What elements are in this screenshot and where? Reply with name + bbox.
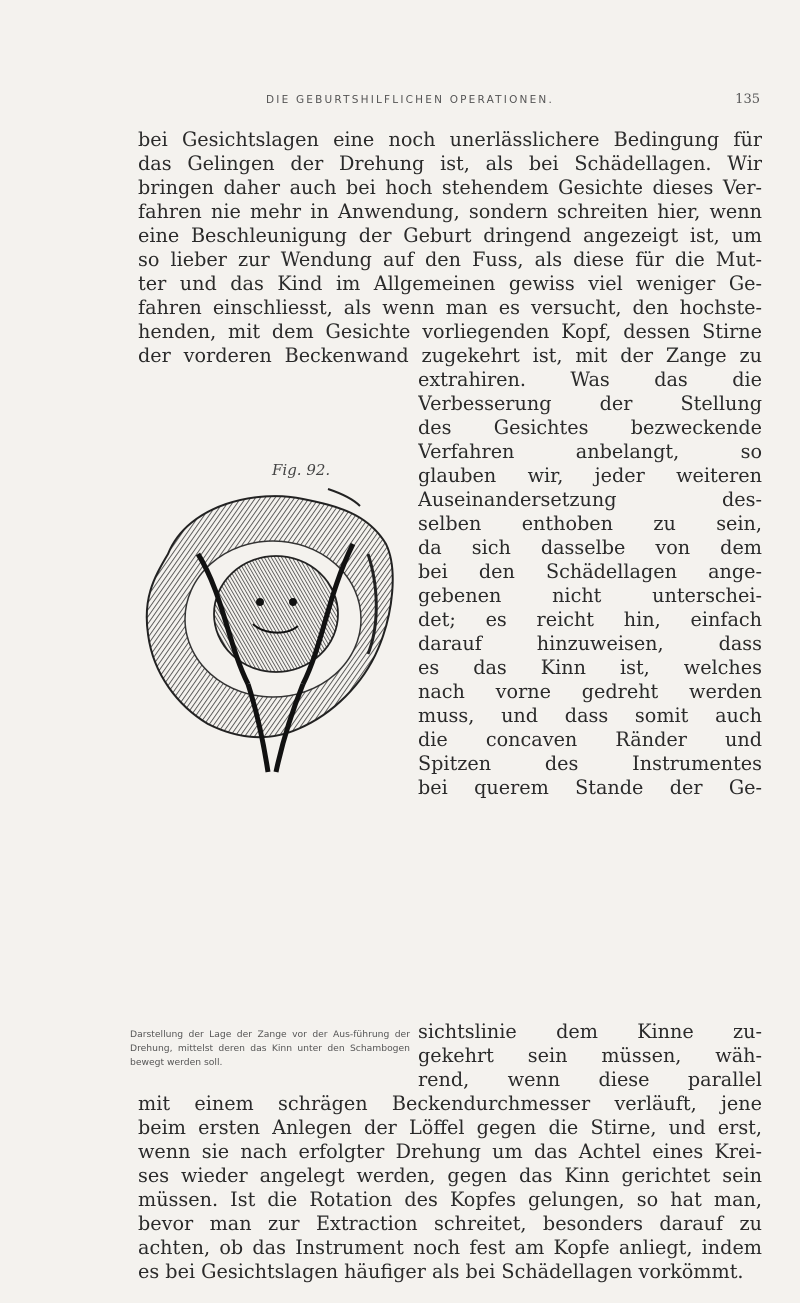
text-line: nach vorne gedreht werden bbox=[418, 680, 762, 703]
text-line: eine Beschleunigung der Geburt dringend angezeigt ist, um bbox=[138, 224, 762, 247]
text-line: fahren nie mehr in Anwendung, sondern schreiten hier, wenn bbox=[138, 200, 762, 223]
text-line: bei Gesichtslagen eine noch unerlässlichere Bedingung für bbox=[138, 128, 762, 151]
text-line: die concaven Ränder und bbox=[418, 728, 762, 751]
text-line: gekehrt sein müssen, wäh- bbox=[418, 1044, 762, 1067]
text-line: müssen. Ist die Rotation des Kopfes gelungen, so hat man, bbox=[138, 1188, 762, 1211]
text-line: der vorderen Beckenwand zugekehrt ist, mit der Zange zu bbox=[138, 344, 762, 367]
text-line: Auseinandersetzung des- bbox=[418, 488, 762, 511]
text-line: bevor man zur Extraction schreitet, besonders darauf zu bbox=[138, 1212, 762, 1235]
text-line: fahren einschliesst, als wenn man es versucht, den hochste- bbox=[138, 296, 762, 319]
text-line: Verfahren anbelangt, so bbox=[418, 440, 762, 463]
text-line: selben enthoben zu sein, bbox=[418, 512, 762, 535]
text-line: bringen daher auch bei hoch stehendem Gesichte dieses Ver- bbox=[138, 176, 762, 199]
text-line: des Gesichtes bezweckende bbox=[418, 416, 762, 439]
text-line: so lieber zur Wendung auf den Fuss, als diese für die Mut- bbox=[138, 248, 762, 271]
figure-caption: Darstellung der Lage der Zange vor der Aus-führung der Drehung, mittelst deren das Kinn unter den Schambogen bewegt werden soll. bbox=[130, 1029, 410, 1068]
text-line: gebenen nicht unterschei- bbox=[418, 584, 762, 607]
text-line: Spitzen des Instrumentes bbox=[418, 752, 762, 775]
text-line: wenn sie nach erfolgter Drehung um das Achtel eines Krei- bbox=[138, 1140, 762, 1163]
text-line: mit einem schrägen Beckendurchmesser verläuft, jene bbox=[138, 1092, 762, 1115]
text-line: ses wieder angelegt werden, gegen das Kinn gerichtet sein bbox=[138, 1164, 762, 1187]
text-line: es das Kinn ist, welches bbox=[418, 656, 762, 679]
text-line: es bei Gesichtslagen häufiger als bei Schädellagen vorkömmt. bbox=[138, 1260, 744, 1283]
text-line: det; es reicht hin, einfach bbox=[418, 608, 762, 631]
text-line: das Gelingen der Drehung ist, als bei Schädellagen. Wir bbox=[138, 152, 762, 175]
text-line: glauben wir, jeder weiteren bbox=[418, 464, 762, 487]
forceps-illustration bbox=[128, 484, 418, 774]
text-line: extrahiren. Was das die bbox=[418, 368, 762, 391]
text-line: bei den Schädellagen ange- bbox=[418, 560, 762, 583]
text-line: rend, wenn diese parallel bbox=[418, 1068, 762, 1091]
text-line: da sich dasselbe von dem bbox=[418, 536, 762, 559]
page-number: 135 bbox=[735, 92, 760, 107]
text-line: darauf hinzuweisen, dass bbox=[418, 632, 762, 655]
figure-label: Fig. 92. bbox=[272, 461, 331, 479]
running-title: DIE GEBURTSHILFLICHEN OPERATIONEN. bbox=[265, 94, 555, 106]
text-line: ter und das Kind im Allgemeinen gewiss viel weniger Ge- bbox=[138, 272, 762, 295]
text-line: Verbesserung der Stellung bbox=[418, 392, 762, 415]
text-line: sichtslinie dem Kinne zu- bbox=[418, 1020, 762, 1043]
text-line: beim ersten Anlegen der Löffel gegen die Stirne, und erst, bbox=[138, 1116, 762, 1139]
text-line: henden, mit dem Gesichte vorliegenden Kopf, dessen Stirne bbox=[138, 320, 762, 343]
text-line: muss, und dass somit auch bbox=[418, 704, 762, 727]
text-line: bei querem Stande der Ge- bbox=[418, 776, 762, 799]
text-line: achten, ob das Instrument noch fest am Kopfe anliegt, indem bbox=[138, 1236, 762, 1259]
